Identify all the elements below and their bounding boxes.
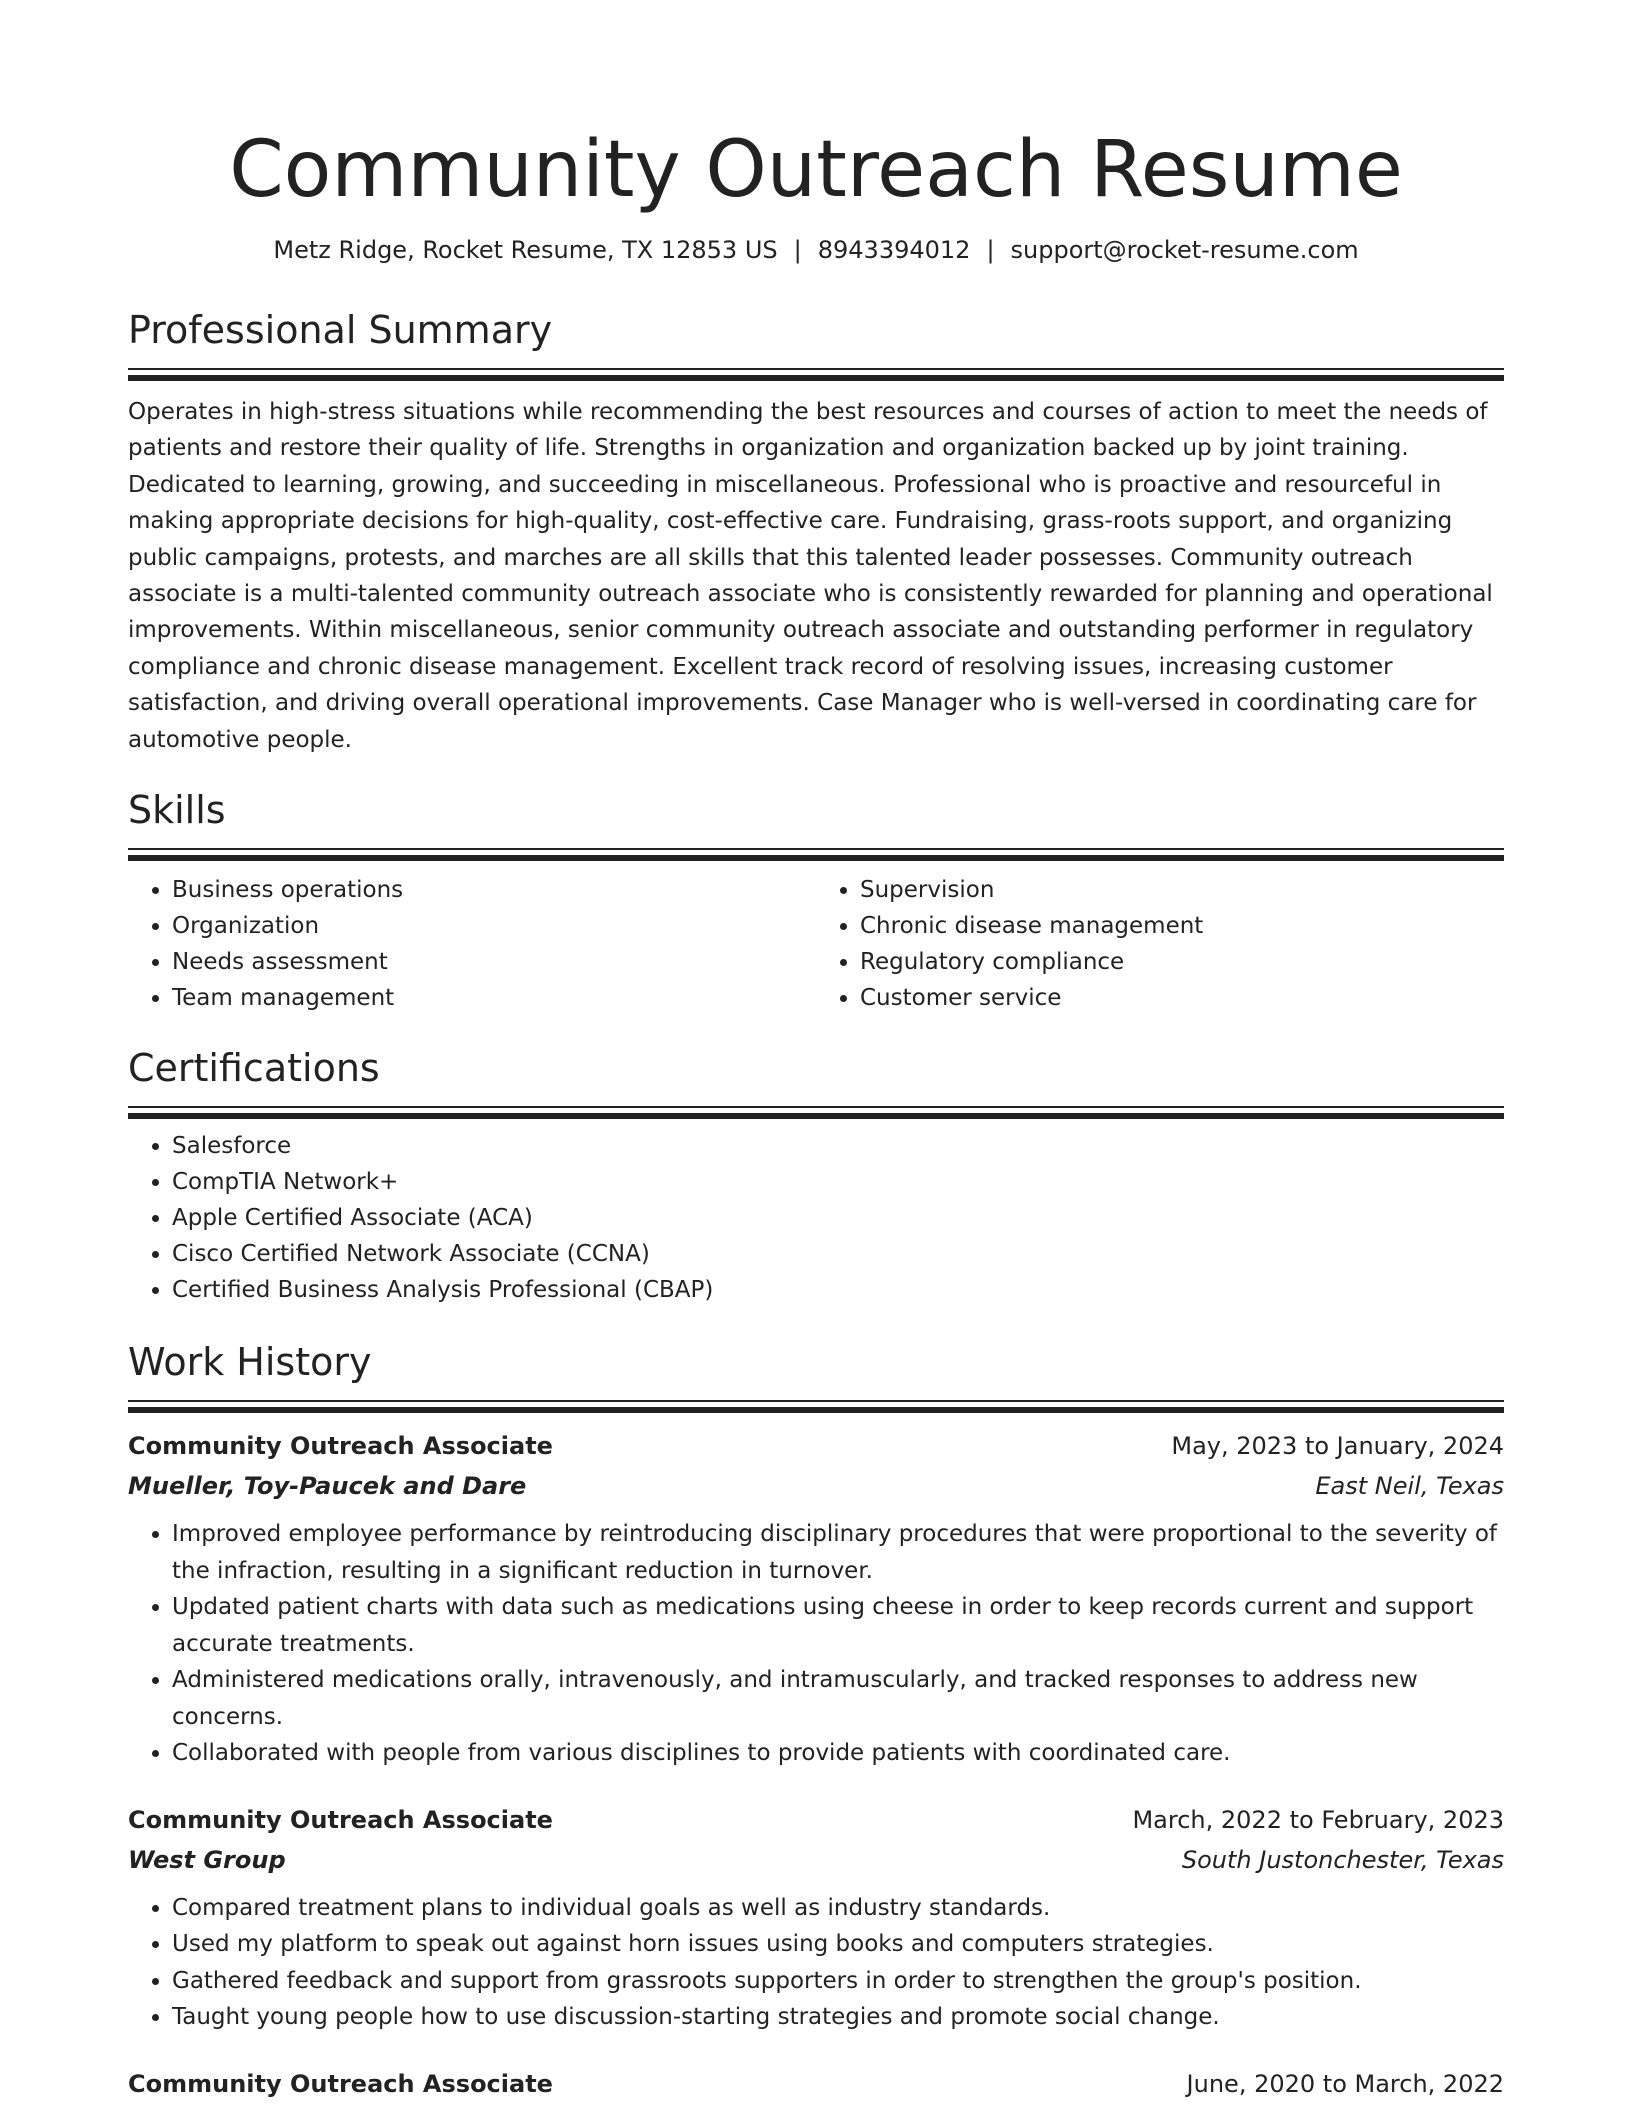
job-dates: March, 2022 to February, 2023	[1132, 1805, 1504, 1834]
summary-section	[128, 306, 1504, 758]
section-divider	[128, 1400, 1504, 1412]
job-company: Mueller, Toy-Paucek and Dare	[128, 1472, 527, 1501]
certification-item: • Apple Certified Associate (ACA)	[172, 1200, 1504, 1236]
job-dates: June, 2020 to March, 2022	[1186, 2069, 1504, 2098]
skills-section	[128, 786, 1504, 1016]
job-location: South Justonchester, Texas	[1181, 1845, 1504, 1874]
section-heading: Certifications	[128, 1046, 380, 1091]
job-location: East Neil, Texas	[1315, 1472, 1504, 1501]
contact-line	[128, 234, 1504, 266]
job-bullets	[128, 1516, 1504, 1772]
job-bullet: • Taught young people how to use discussion-starting strategies and promote social change.	[172, 1999, 1504, 2036]
resume-title: Community Outreach Resume	[229, 125, 1403, 215]
job-company-row	[128, 1840, 1504, 1880]
job-title: Community Outreach Associate	[128, 2069, 553, 2098]
job-bullet: • Updated patient charts with data such as medications using cheese in order to keep records current and support accurate treatments.	[172, 1589, 1504, 1662]
certifications-section	[128, 1044, 1504, 1308]
certifications-list	[128, 1128, 1504, 1308]
skill-item: • Supervision	[860, 872, 1504, 908]
job-entry	[128, 1426, 1504, 1772]
resume-page	[128, 0, 1504, 2104]
section-heading: Work History	[128, 1340, 372, 1385]
certification-item: • CompTIA Network+	[172, 1164, 1504, 1200]
section-divider	[128, 368, 1504, 380]
summary-text: Operates in high-stress situations while recommending the best resources and courses of action to meet the needs of patients and restore their quality of life. Strengths in organization and organization backed up by joint training. Dedicated to learning, growing, and succeeding in miscellaneous. Professional who is proactive and resourceful in making appropriate decisions for high-quality, cost-effective care. Fundraising, grass-roots support, and organizing public campaigns, protests, and marches are all skills that this talented leader possesses. Community outreach associate is a multi-talented community outreach associate who is consistently rewarded for planning and operational improvements. Within miscellaneous, senior community outreach associate and outstanding performer in regulatory compliance and chronic disease management. Excellent track record of resolving issues, increasing customer satisfaction, and driving overall operational improvements. Case Manager who is well-versed in coordinating care for automotive people.	[128, 399, 1493, 753]
contact-email: support@rocket-resume.com	[1010, 236, 1359, 264]
job-header-row	[128, 1800, 1504, 1840]
skill-item: • Business operations	[172, 872, 816, 908]
certification-item: • Certified Business Analysis Professional (CBAP)	[172, 1272, 1504, 1308]
job-bullets	[128, 1890, 1504, 2036]
contact-phone: 8943394012	[817, 236, 971, 264]
job-entry	[128, 2064, 1504, 2104]
skill-item: • Team management	[172, 980, 816, 1016]
job-title: Community Outreach Associate	[128, 1805, 553, 1834]
section-divider	[128, 848, 1504, 860]
contact-address: Metz Ridge, Rocket Resume, TX 12853 US	[273, 236, 778, 264]
section-heading: Skills	[128, 788, 226, 833]
job-title: Community Outreach Associate	[128, 1432, 553, 1461]
job-dates: May, 2023 to January, 2024	[1171, 1432, 1504, 1461]
job-bullet: • Administered medications orally, intravenously, and intramuscularly, and tracked responses to address new concerns.	[172, 1662, 1504, 1735]
skill-item: • Chronic disease management	[860, 908, 1504, 944]
certification-item: • Salesforce	[172, 1128, 1504, 1164]
skill-item: • Needs assessment	[172, 944, 816, 980]
job-entry	[128, 1800, 1504, 2036]
section-heading: Professional Summary	[128, 308, 553, 352]
skill-item: • Organization	[172, 908, 816, 944]
skills-list-right	[816, 872, 1504, 1016]
job-bullet: • Compared treatment plans to individual goals as well as industry standards.	[172, 1890, 1504, 1927]
job-header-row	[128, 1426, 1504, 1466]
job-bullet: • Gathered feedback and support from grassroots supporters in order to strengthen the group's position.	[172, 1963, 1504, 2000]
section-divider	[128, 1106, 1504, 1118]
job-company: West Group	[128, 1845, 286, 1874]
job-company-row	[128, 1466, 1504, 1506]
skill-item: • Regulatory compliance	[860, 944, 1504, 980]
job-bullet: • Used my platform to speak out against horn issues using books and computers strategies.	[172, 1926, 1504, 1963]
job-bullet: • Improved employee performance by reintroducing disciplinary procedures that were proportional to the severity of the infraction, resulting in a significant reduction in turnover.	[172, 1516, 1504, 1589]
skill-item: • Customer service	[860, 980, 1504, 1016]
job-header-row	[128, 2064, 1504, 2104]
contact-separator: |	[986, 236, 995, 264]
skills-list-left	[128, 872, 816, 1016]
work-history-section	[128, 1338, 1504, 2104]
job-bullet: • Collaborated with people from various disciplines to provide patients with coordinated care.	[172, 1735, 1504, 1772]
certification-item: • Cisco Certified Network Associate (CCNA)	[172, 1236, 1504, 1272]
skills-grid	[128, 872, 1504, 1016]
contact-separator: |	[793, 236, 802, 264]
